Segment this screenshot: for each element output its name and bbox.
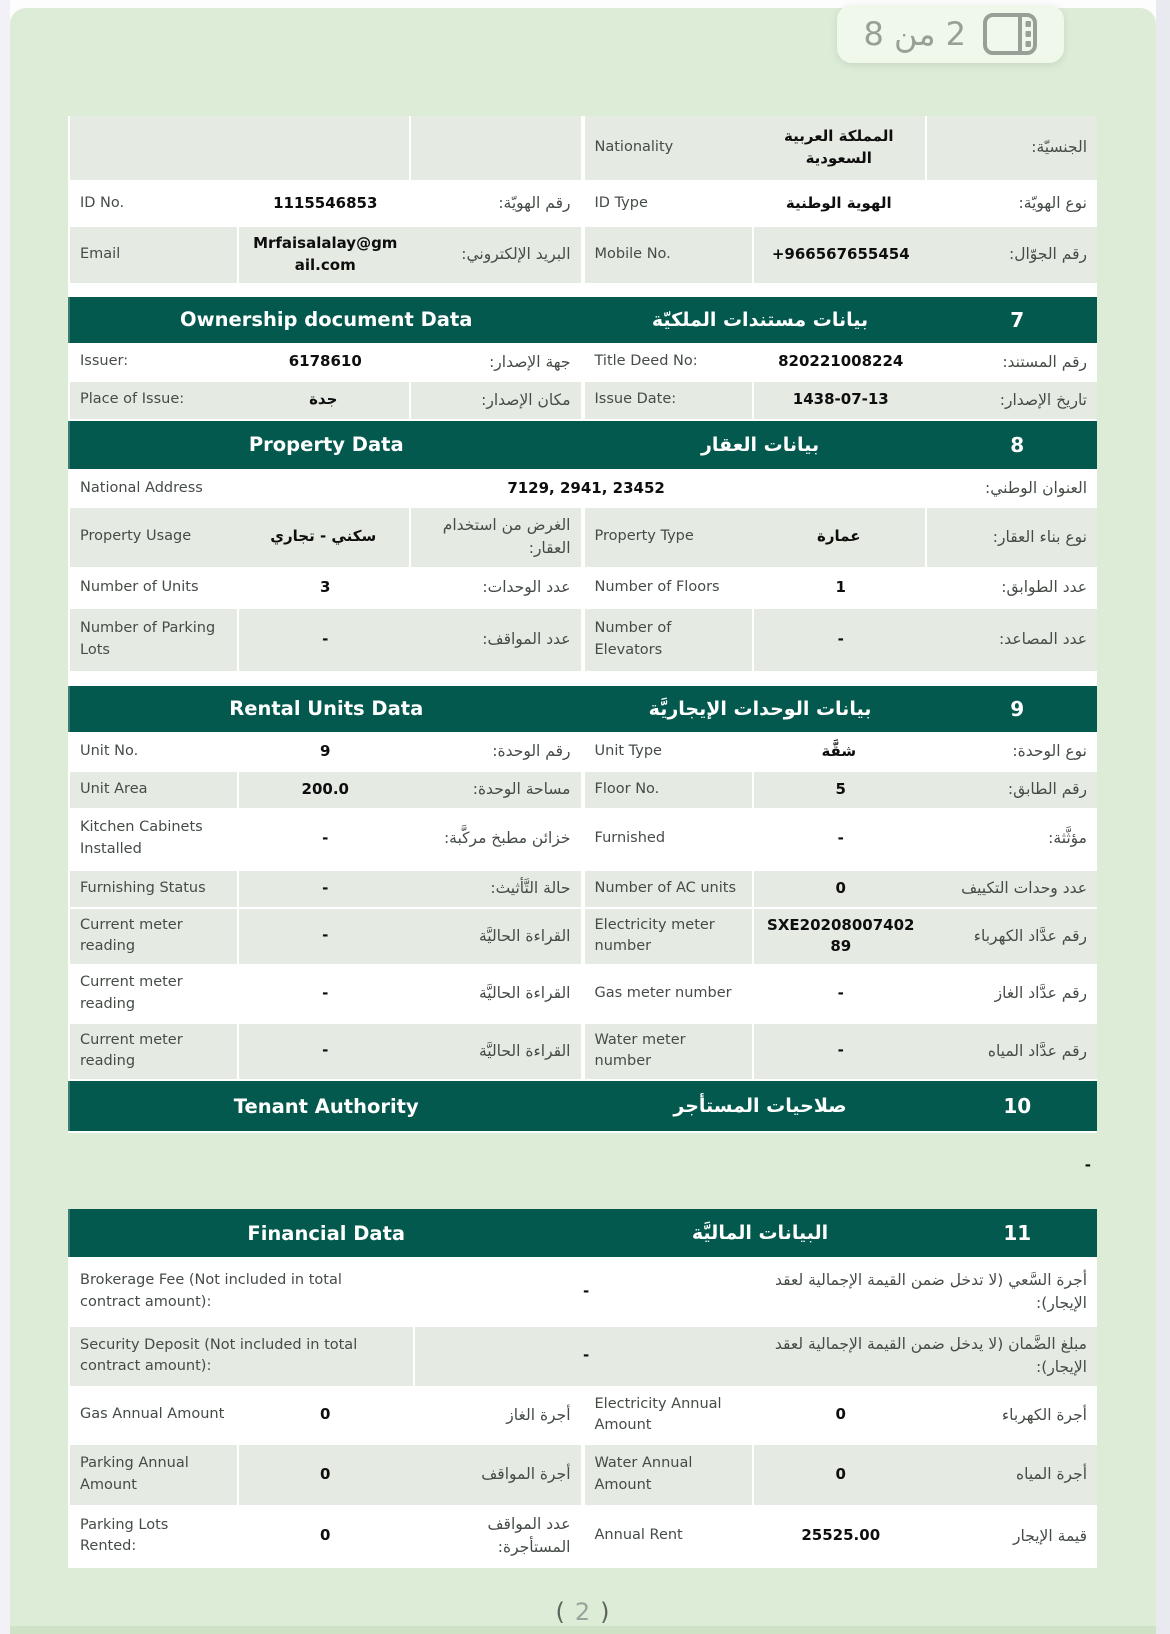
field-en-label: Kitchen Cabinets Installed: [68, 810, 237, 869]
table-row: [68, 227, 1097, 285]
field-value: Mrfaisalalay@gmail.com: [237, 227, 411, 283]
row-right-half: [583, 345, 1098, 380]
field-ar-label: مبلغ الضَّمان (لا يدخل ضمن القيمة الإجمالية لعقد الإيجار):: [774, 1335, 1087, 1377]
field-value: 1: [752, 569, 927, 607]
field-value: سكني - تجاري: [237, 508, 411, 567]
field-value: SXE2020800740289: [752, 909, 927, 965]
row-left-half: [68, 569, 583, 607]
row-left-half: [68, 116, 583, 180]
row-left-half: [68, 772, 583, 808]
field-ar-label: أجرة المواقف: [481, 1465, 571, 1484]
section-number: 7: [1010, 307, 1025, 332]
field-ar-label: مكان الإصدار:: [481, 390, 571, 409]
field-en-label: Issuer:: [68, 345, 237, 380]
field-en-label: Brokerage Fee (Not included in total contract amount):: [68, 1259, 413, 1325]
section-header-right: [583, 297, 1098, 343]
field-ar-label: تاريخ الإصدار:: [999, 390, 1087, 409]
field-value: -: [413, 1327, 758, 1386]
section-number: 10: [1003, 1094, 1032, 1118]
field-value: 0: [752, 871, 927, 907]
table-row: [68, 772, 1097, 810]
page-footer: [68, 1598, 1097, 1626]
field-ar-label: جهة الإصدار:: [489, 352, 571, 371]
field-en-label: Gas Annual Amount: [68, 1388, 237, 1444]
table-row: [68, 609, 1097, 673]
table-row: [68, 1327, 1097, 1388]
field-value: المملكة العربية السعودية: [752, 116, 927, 180]
table-row: [68, 471, 1097, 508]
field-ar-label: عدد الطوابق:: [1001, 577, 1087, 596]
field-ar-label: رقم الطابق:: [1007, 779, 1087, 798]
field-ar-label: رقم الجوّال:: [1009, 245, 1087, 264]
row-left-half: [68, 909, 583, 965]
row-left-half: [68, 1507, 583, 1566]
section-header-property: [68, 421, 1097, 471]
section-title-ar: البيانات الماليَّة: [691, 1222, 829, 1244]
section-number: 11: [1003, 1221, 1032, 1245]
table-row: [68, 382, 1097, 421]
row-right-half: [583, 182, 1098, 225]
page-indicator-pill[interactable]: [837, 5, 1064, 63]
field-value: -: [752, 609, 927, 671]
field-en-label: Gas meter number: [583, 966, 753, 1022]
field-ar-label: القراءة الحاليَّة: [478, 984, 571, 1003]
field-ar-label: قيمة الإيجار: [1013, 1526, 1087, 1545]
row-left-half: [68, 1024, 583, 1080]
empty-cell: [411, 116, 580, 180]
field-en-label: Water meter number: [583, 1024, 753, 1080]
empty-cell: [68, 116, 237, 180]
field-value: 0: [752, 1445, 927, 1505]
row-left-half: [68, 508, 583, 567]
row-left-half: [68, 1388, 583, 1444]
field-en-label: Unit Type: [583, 734, 753, 770]
section-title-en: Property Data: [68, 421, 583, 469]
field-value: 25525.00: [752, 1507, 927, 1566]
field-value: جدة: [237, 382, 411, 419]
section-title-ar: بيانات الوحدات الإيجاريَّة: [648, 697, 872, 720]
contract-document-content: [68, 116, 1097, 1626]
field-en-label: Title Deed No:: [583, 345, 753, 380]
field-ar-label: أجرة السَّعي (لا تدخل ضمن القيمة الإجمالية لعقد الإيجار):: [775, 1270, 1087, 1312]
field-en-label: Nationality: [583, 116, 753, 180]
row-right-half: [583, 609, 1098, 671]
section-header-right: [583, 421, 1098, 469]
table-row: [68, 871, 1097, 909]
field-value: 6178610: [237, 345, 411, 380]
field-ar-label: القراءة الحاليَّة: [478, 1041, 571, 1060]
row-left-half: [68, 227, 583, 283]
row-left-half: [68, 1445, 583, 1505]
page-thumbnails-icon[interactable]: [982, 12, 1038, 56]
section-header-right: [583, 686, 1098, 732]
field-en-label: Current meter reading: [68, 966, 237, 1022]
field-value: 0: [237, 1507, 411, 1566]
field-en-label: Place of Issue:: [68, 382, 237, 419]
field-en-label: ID No.: [68, 182, 237, 225]
section-header-financial: [68, 1209, 1097, 1259]
row-right-half: [583, 116, 1098, 180]
field-en-label: Furnishing Status: [68, 871, 237, 907]
field-en-label: Property Usage: [68, 508, 237, 567]
table-row: [68, 909, 1097, 967]
field-ar-label: رقم عدَّاد المياه: [987, 1041, 1087, 1060]
field-ar-label: الغرض من استخدام العقار:: [442, 516, 571, 558]
table-row: [68, 1024, 1097, 1082]
field-en-label: Unit Area: [68, 772, 237, 808]
row-right-half: [583, 569, 1098, 607]
field-value: -: [237, 609, 411, 671]
section-gap: [68, 285, 1097, 297]
field-ar-label: رقم المستند:: [1002, 352, 1087, 371]
section-title-ar: بيانات العقار: [700, 433, 820, 456]
field-ar-label: خزائن مطبخ مركَّبة:: [443, 829, 571, 848]
field-ar-label: حالة التَّأثيث:: [490, 878, 571, 897]
field-value: 200.0: [237, 772, 411, 808]
field-en-label: Property Type: [583, 508, 753, 567]
field-en-label: National Address: [68, 471, 413, 506]
field-ar-label: مؤثَّثة:: [1048, 829, 1087, 848]
page-right-margin: [1156, 0, 1170, 1634]
field-ar-label: نوع الوحدة:: [1012, 741, 1087, 760]
table-row: [68, 1388, 1097, 1446]
empty-cell: [237, 116, 411, 180]
row-left-half: [68, 382, 583, 419]
field-value: 1115546853: [237, 182, 411, 225]
section-title-en: Ownership document Data: [68, 297, 583, 343]
table-row: [68, 345, 1097, 382]
field-en-label: Mobile No.: [583, 227, 753, 283]
table-row: [68, 569, 1097, 609]
section-gap: [68, 673, 1097, 686]
field-ar-label: رقم الوحدة:: [492, 741, 571, 760]
field-value: -: [237, 966, 411, 1022]
row-right-half: [583, 508, 1098, 567]
row-right-half: [583, 909, 1098, 965]
section-title-en: Tenant Authority: [68, 1081, 583, 1131]
field-ar-label: عدد المواقف:: [482, 629, 571, 648]
row-right-half: [583, 734, 1098, 770]
field-ar-label: مساحة الوحدة:: [472, 779, 571, 798]
table-row: [68, 1507, 1097, 1568]
table-row: [68, 508, 1097, 569]
field-en-label: Electricity meter number: [583, 909, 753, 965]
page-indicator-label: 2 من 8: [863, 15, 966, 53]
row-right-half: [583, 382, 1098, 419]
row-right-half: [583, 966, 1098, 1022]
field-ar-label: أجرة الغاز: [506, 1405, 571, 1424]
field-ar-label: نوع بناء العقار:: [992, 527, 1087, 546]
section-header-ownership: [68, 297, 1097, 345]
row-right-half: [583, 871, 1098, 907]
field-en-label: Parking Annual Amount: [68, 1445, 237, 1505]
field-value: 0: [752, 1388, 927, 1444]
footer-paren-open: (: [555, 1597, 565, 1626]
section-title-en: Rental Units Data: [68, 686, 583, 732]
field-value: الهوية الوطنية: [752, 182, 927, 225]
row-left-half: [68, 966, 583, 1022]
section-header-right: [583, 1081, 1098, 1131]
field-en-label: Unit No.: [68, 734, 237, 770]
row-left-half: [68, 609, 583, 671]
field-ar-label: العنوان الوطني:: [985, 478, 1087, 497]
field-en-label: Number of Units: [68, 569, 237, 607]
field-en-label: Furnished: [583, 810, 753, 869]
page-left-margin: [0, 0, 10, 1634]
field-ar-label: عدد المواقف المستأجرة:: [487, 1515, 571, 1557]
field-value: -: [752, 966, 927, 1022]
field-en-label: Current meter reading: [68, 1024, 237, 1080]
field-value: 7129, 2941, 23452: [413, 471, 758, 506]
field-en-label: Number of Elevators: [583, 609, 753, 671]
field-en-label: Number of AC units: [583, 871, 753, 907]
section-header-rental-units: [68, 686, 1097, 734]
field-ar-label: رقم الهويّة:: [498, 193, 571, 212]
row-right-half: [583, 772, 1098, 808]
field-ar-label: الجنسيّة:: [1031, 138, 1087, 157]
field-ar-label: عدد الوحدات:: [482, 577, 571, 596]
field-value: +966567655454: [752, 227, 927, 283]
field-value: -: [413, 1259, 758, 1325]
table-row: [68, 1259, 1097, 1327]
next-page-edge: [10, 1626, 1156, 1634]
table-row: [68, 182, 1097, 227]
row-right-half: [583, 1507, 1098, 1566]
field-en-label: Floor No.: [583, 772, 753, 808]
field-en-label: Parking Lots Rented:: [68, 1507, 237, 1566]
field-ar-label: عدد المصاعد:: [999, 629, 1087, 648]
field-en-label: Security Deposit (Not included in total contract amount):: [68, 1327, 413, 1386]
field-ar-label: نوع الهويّة:: [1018, 193, 1087, 212]
field-value: 0: [237, 1445, 411, 1505]
row-left-half: [68, 182, 583, 225]
field-value: 1438-07-13: [752, 382, 927, 419]
field-ar-label: رقم عدَّاد الغاز: [994, 984, 1087, 1003]
field-en-label: ID Type: [583, 182, 753, 225]
field-value: -: [237, 810, 411, 869]
footer-paren-close: ): [600, 1597, 610, 1626]
section-title-ar: بيانات مستندات الملكيّة: [651, 308, 869, 331]
field-ar-label: البريد الإلكتروني:: [461, 245, 571, 264]
row-left-half: [68, 345, 583, 380]
field-en-label: Electricity Annual Amount: [583, 1388, 753, 1444]
section-header-tenant-authority: [68, 1081, 1097, 1133]
field-value: 9: [237, 734, 411, 770]
row-left-half: [68, 810, 583, 869]
row-left-half: [68, 734, 583, 770]
field-en-label: Issue Date:: [583, 382, 753, 419]
field-value: شقَّة: [752, 734, 927, 770]
tenant-authority-value: -: [1084, 1156, 1091, 1174]
field-en-label: Water Annual Amount: [583, 1445, 753, 1505]
field-en-label: Annual Rent: [583, 1507, 753, 1566]
field-ar-label: أجرة الكهرباء: [1001, 1405, 1087, 1424]
field-en-label: Current meter reading: [68, 909, 237, 965]
field-en-label: Number of Parking Lots: [68, 609, 237, 671]
table-row: [68, 116, 1097, 182]
row-right-half: [583, 227, 1098, 283]
section-title-en: Financial Data: [68, 1209, 583, 1257]
table-row: [68, 810, 1097, 871]
field-value: 3: [237, 569, 411, 607]
section-title-ar: صلاحيات المستأجر: [673, 1095, 847, 1117]
field-ar-label: رقم عدَّاد الكهرباء: [973, 926, 1087, 945]
field-value: عمارة: [752, 508, 927, 567]
row-right-half: [583, 1445, 1098, 1505]
field-value: 5: [752, 772, 927, 808]
field-value: -: [237, 909, 411, 965]
field-value: 820221008224: [752, 345, 927, 380]
row-right-half: [583, 1388, 1098, 1444]
section-header-right: [583, 1209, 1098, 1257]
field-value: -: [237, 871, 411, 907]
field-value: 0: [237, 1388, 411, 1444]
section-number: 9: [1010, 696, 1025, 721]
row-left-half: [68, 871, 583, 907]
section-number: 8: [1010, 432, 1025, 457]
field-value: -: [237, 1024, 411, 1080]
field-value: -: [752, 810, 927, 869]
field-ar-label: أجرة المياه: [1016, 1465, 1087, 1484]
field-ar-label: عدد وحدات التكييف: [961, 878, 1087, 897]
field-en-label: Number of Floors: [583, 569, 753, 607]
footer-page-number: 2: [574, 1597, 591, 1626]
field-en-label: Email: [68, 227, 237, 283]
table-row: [68, 1445, 1097, 1507]
row-right-half: [583, 1024, 1098, 1080]
field-value: -: [752, 1024, 927, 1080]
table-row: [68, 966, 1097, 1024]
field-ar-label: القراءة الحاليَّة: [478, 926, 571, 945]
table-row: [68, 734, 1097, 772]
row-right-half: [583, 810, 1098, 869]
